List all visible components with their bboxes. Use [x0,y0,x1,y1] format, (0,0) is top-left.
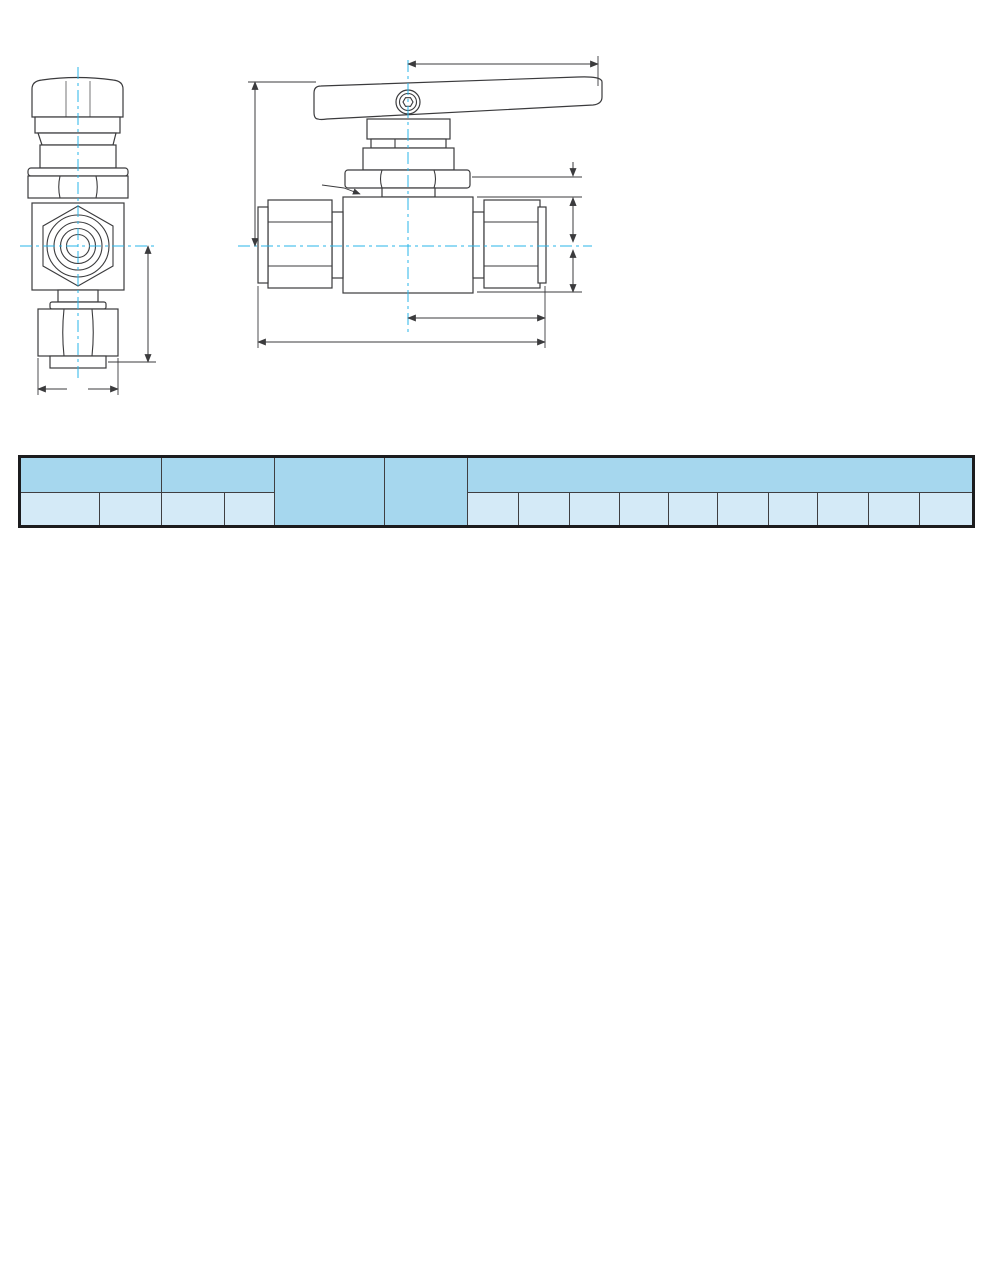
specifications-table [18,455,975,528]
dimension-A [258,286,545,348]
angle-pattern-diagram [20,55,220,415]
orifice-header [385,457,468,527]
dim-col-header-f [718,493,769,527]
handle [314,77,602,120]
dim-col-header-j [869,493,920,527]
dim-col-header-c [570,493,620,527]
dim-col-header-d [620,493,669,527]
table-header [20,457,974,527]
dimensions-header [468,457,974,493]
dim-col-header-a [468,493,519,527]
size-header [100,493,162,527]
end-connection-header [20,457,162,493]
dim-col-header-g [769,493,818,527]
straight-pattern-diagram [230,40,630,360]
inlet-outlet-header [20,493,100,527]
dimension-B [408,286,545,348]
cv-angle-header [225,493,275,527]
dim-col-header-e [669,493,718,527]
cv-straight-header [162,493,225,527]
dim-col-header-b [519,493,570,527]
ordering-number-header [275,457,385,527]
straight-valve-body [258,77,602,293]
dim-col-header-w [920,493,974,527]
cv-header [162,457,275,493]
dim-col-header-h [818,493,869,527]
